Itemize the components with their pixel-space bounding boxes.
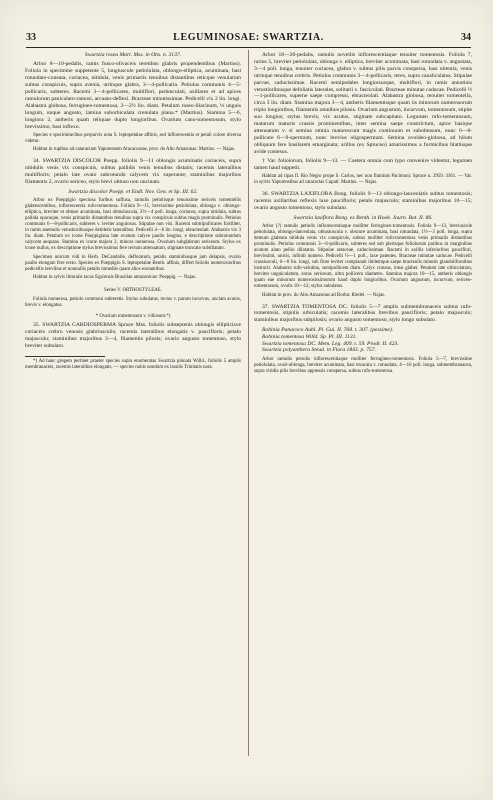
footnote-rule: [25, 356, 105, 357]
running-title: LEGUMINOSAE: SWARTZIA.: [173, 32, 324, 43]
right-paragraph: 37. SWARTZIA TOMENTOSA DC. foliolis 5—7 amplis submembranaceis subtus rufo-tomentosis, stipulis orbiculatis; racemis lateralibus brevibus paucifloris; petalo majusculo; staminibus majoribus subpilosis; ovario angusto tomentoso, stylo longo subulato.: [254, 303, 472, 324]
right-paragraph: Arbor ramulis petiolis inflorescentiaque molliter ferrugineo-tomentosis. Foliola 5—7, brevissime petiolulata, ovali-oblonga, breviter acuminata, basi truncata v. rotundata, 4—10 poll. longa, submembranacea, supra viridia pilis brevibus appressis conspersa, subtus rufo-tomentosa.: [254, 356, 472, 374]
left-paragraph: Swartzia rosea Mart. Mss. in Obs. n. 3137.: [84, 52, 182, 58]
left-paragraph: Species e specimine/ibus perparvis nota S. leptopetalae affinis, sed inflorescentia et petali colore diversa videtur.: [25, 132, 241, 144]
right-paragraph: 36. SWARTZIA LAXIFLORA Bong. foliolis 9—13 oblongo-lanceolatis subtus tomentosis; racemis axillaribus reflexis laxe paucifloris; petalo majusculo; staminibus majoribus 10—15; ovario angusto tomentoso, stylo subulato.: [254, 191, 472, 212]
left-paragraph: Arbor ex Poeppigio speciosa furibus suffusa, ramulis petiolisque tenuissime sericeis tomentellis glabrescentibus, inflorescentia rufo-tomentosa. Foliola 9—11, brevissime petiolulata, oblonga v. oblongo-elliptica, breviter et obtuse acuminata, basi obtusiuscula, 2½—4 poll. longa, coriacea, supra nitidula, subtus pallida opacaque, venis primariis distantibus tenuibus supra vix conspicuis subtus magis prominulis. Petiolus communis 6—8-pollicaris, subteres v. leviter angulosus. Stipulae non visi. Racemi subtripollicares fortiliter, in ramis anemulis vetustioribusque detidetis lateralibus. Pedicelli 4—6 lin. longi, ebracteolati. Alabastra vix 3 lin. diam. Petalum ex icone Poeppigiana late ovatum calyce paullo longius, e descriptione subrotundum calycem aequans. Stamina ex icone majora 2, minora numerosa. Ovarium subglabrum sericeum. Stylus ex icone nullus, ex descriptione stylus brevissimus fere rectum attenuatum, stigmate truncato subdilatato.: [25, 198, 241, 251]
right-paragraph: Arbor 18—20-pedalis, ramulis novellis inflorescentiaque tenuiter tomentosis. Foliola 7, rarius 5, breviter petiolulata, oblonga v. elliptica, breviter acuminata, basi rotundata v. angustata, 3—4 poll. longa, tenuiter coriacea, glabra v. subtus pilis parvis conspersa, basi nitentia, venis utrinque tenuibus crebris. Petiolus communis 3—4-pollicaris, teres, supra canaliculatus. Stipulae parvae, caducissimae. Racemi semipedales longiorsusque, multiflori, in ramis annotinis vetustioribusque defoliatis laterales, solitarii v. fasciculati. Bracteae minutae caducae. Pedicelli ½—1-pollicares, superne saepe compressi, ebracteolati. Alabastra globosa, tenuiter tomentella, circa 3 lin. diam. Stamina majora 3—4, antheris filamentisque quam iis minorum numerosorum triplo longioribus, filamentis omnibus pilosis. Ovarium angustum, incurvum, tomentosum, stipite suo longius; stylus brevis, vix acutus, stigmate subcapitato. Legumen rufo-tomentosum, maturum maturis crassis prominentibus, inter semina saepe constrictum, apice basique attenuatum v. si semina omnia maturescunt magis continuum et subobtusum, nunc 6—8-pollicare 6—9-spermum, nunc brevius oligospermum. Semina ovoideo-globosa, ad hilum obliquum fere basilarem emarginata; arillus (ex Spruceo) amarissimus a formicibus blattisque avide comesus.: [254, 52, 472, 155]
right-paragraph: Swartzia tomentosa DC. Mem. Leg. 409. t. 59. Prodr. II. 423.: [262, 340, 399, 347]
right-paragraph: Robinia Panacoco Aubl. Pl. Gui. II. 768. t. 307. (pessime).: [262, 326, 394, 333]
right-paragraph: Robinia tomentosa Willd. Sp. Pl. III. 1131.: [262, 333, 357, 340]
left-paragraph: Habitat in sylvis littoralis tacus Ega/ensis Brasiliae amazonicae: Poeppig. — Najas.: [33, 275, 197, 280]
right-paragraph: Habitat in prov. do Alto Amazonas ad Borba: Riedel. — Najas.: [262, 292, 386, 298]
running-header: [26, 32, 471, 46]
header-rule: [26, 47, 471, 48]
left-paragraph: Specimen unicum vidi in Herb. DeCandolle, defloratum, petalis staminibusque jam delapsis, ovario paullo elongato fere recto. Species ex Poeppigio S. leptopetalae Benth. affinis, differt foliolis numerosioribus pedicellis brevibus et nonnullis petalis mmediis quam alios exstantibus.: [25, 254, 241, 272]
left-paragraph: Series V. ORTHOSTYLEAE.: [104, 288, 162, 293]
left-paragraph: * Ovarium tomentosum v. villosum.*): [95, 313, 171, 319]
right-paragraph: Habitat ad ripas fl. Rio Negro prope S. Carlos, nec non fluminis Pacimoni: Spruce n. 2959. 3361. — Var. in sylvis Yapurensibus ad cataractas Cupati: Martius. — Najas.: [254, 174, 472, 186]
left-paragraph: Habitat in rupibus ad cataractam Yapurensem Araracoarae, prov. do Alto Amazonas: Martius. — Najas.: [33, 147, 236, 153]
right-paragraph: Swartzia polyanthera Steud. in Flora 1843. p. 757.: [262, 347, 376, 354]
left-column: [25, 52, 241, 787]
left-paragraph: Swartzia discolor Poepp. et Endl. Nov. Gen. et Sp. III. 62.: [68, 188, 198, 195]
right-paragraph: Swartzia laxiflora Bong. ex Benth. in Hook. Journ. Bot. II. 86.: [293, 214, 433, 221]
left-paragraph: *) Ad hanc gregem pertinet praeter species supra enumeratas Swartzia pinnata Willd., foliolis 5 amplis membranaceis, racemis lateralibus elongatis, — species nobis nondum ex insulis Trinitatis nota.: [25, 358, 241, 370]
left-paragraph: Arbor 8—10-pedalis, ramis fusco-olivaceis teretibus glabris propendentibus (Martius). Foliola in specimine suppetente 5, longiuscule petiolulata, oblongo-elliptica, acuminata, basi rotundato-cuneata, coriacea, nitidula, venis primariis tenuibus distantibus reticque venularum subtus conspicuis, supra avenia, utrinque glabra, 3—4-pollicaria. Petiolus communis 4—5-pollicaris, subteres. Racemi 3—4-pollicares, multiflori, pedunculati, axillares et ad apices ramulorum paniculato-ramosi, arcuato-deflexi. Bracteae minutissimae. Pedicelli vix 2 lin. longi. Alabastra globosa, ferrugineo-tomentosa, 2—2½ lin. diam. Petalum roseo-lilacinum, ⅓ unguis longum, unque angusto, lamina suborbiculata crenulata plana.* (Martius). Stamina 5—6, longiora 2, antheris quam reliquae duplo longioribus. Ovarium cano-tomentosum, stylo brevissimo, basi inflexo.: [25, 61, 241, 130]
page-number-right: 34: [461, 32, 471, 43]
right-paragraph: Arbor (?) ramulis petiolis inflorescentiaque molliter ferrugineo-tomentosis. Foliola 9—13, breviuscule petiolulata, oblongo-lanceolata, obtusiuscula v. obscure acuminata, basi rotundata, 1½—3 poll. longa, supra demum glabrata nitidula venis vix conspicuis, subtus molliter rufo-tomentosa venis primariis distantibus prominulis. Petiolus communis 3—6-pollicaris, subteres sed sub plerisque foliolorum paribus in marginibus acutum alato pellio dilatatus. Stipulae setaceae, caducissimae. Racemi in axillis inferioribus pauciflori, brevissimi, unicis, infiniti numero. Pedicelli ½—1 poll., laxe patentes. Bracteae minutae caducae. Pedicelli crassiusculi, 6—8 lin. longi, sub flore leviter complanati ibidemque saepe bracteolis minutis glandulifornibus instructi. Alabastra rufo-velutina, semipollicem diam. Calyx crassus, intus glaber. Petalum late orbiculatum, breviter unguiculatum, extus sericeum, ultra pollicem diametro. Stamina majora 10—15, antheris oblongis quam eae minorum numerosissimorum haud duplo longioribus. Ovarium angustum, incurvum, sericeo-tomentosum, ovulis 10—12; stylus subulatus.: [254, 224, 472, 290]
right-column: [254, 52, 472, 787]
left-paragraph: Foliola numerosa, petiolo communi subteretis. Stylus subulatus, rectus v. parum incurvus, unciam acutus, brevis v. elongatus.: [25, 296, 241, 308]
left-paragraph: 35. SWARTZIA CARDIOSPERMA Spruce Mss. foliolis subseptenis oblongis ellipticisve coriaceis crebro venosis glabriusculis; racemis lateralibus elongatis v. paucifloris; petalo majusculo; staminibus majoribus 3—4, filamentis pilosis; ovario angusto tomentoso, stylo breviter subulato.: [25, 322, 241, 349]
left-paragraph: 34. SWARTZIA DISCOLOR Poepp. foliolis 9—11 oblongis acuminatis coriaceis, supra nitidulis venis vix conspicuis, subtus pallidis venis tenuibus distatis; racemis lateralibus multifloris; petalo late ovato subrotundo calycem vix superante; staminibus majoribus filamentis 2, ovario sericeo, stylo brevi obtuso non uncinato.: [25, 158, 241, 186]
page-number-left: 33: [26, 32, 36, 43]
right-paragraph: † Var. foliolorum, foliolis 9—13. — Caetera omnia cum typo convenire videntur, legumen tamen haud suppetit.: [254, 158, 472, 171]
column-divider: [248, 50, 249, 756]
